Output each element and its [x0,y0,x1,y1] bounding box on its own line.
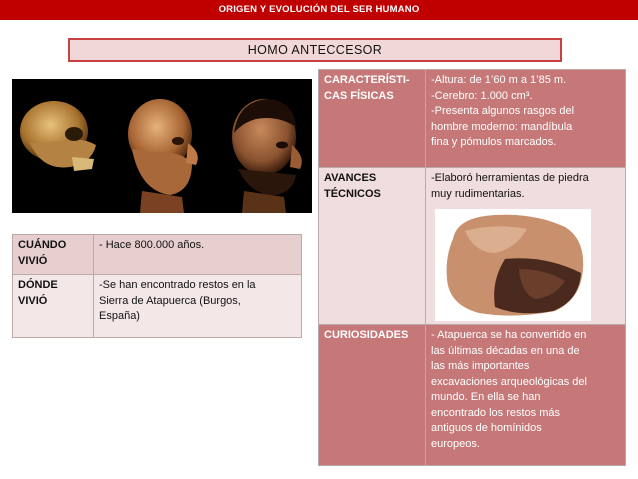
where-value [94,275,302,338]
curiosities-label: CURIOSIDADES [319,325,426,466]
curiosities-line: las más importantes [431,360,530,372]
curiosities-line: antiguos de homínidos [431,422,542,434]
where-label-line1: DÓNDE [18,279,58,291]
curiosities-line: excavaciones arqueológicas del [431,375,587,388]
physical-traits-label-line2: CAS FÍSICAS [324,89,394,102]
physical-traits-label [319,70,426,168]
table-row [319,168,626,325]
curiosities-line: encontrado los restos más [431,406,561,419]
characteristics-table [318,69,626,466]
table-row [319,325,626,466]
technical-advances-label-line1: AVANCES [324,172,377,184]
when-label-line1: CUÁNDO [18,239,67,251]
technical-advances-line: muy rudimentarias. [431,187,525,200]
curiosities-line: las últimas décadas en una de [431,344,580,357]
skull-reconstruction-image [12,79,312,213]
technical-advances-label-line2: TÉCNICOS [324,187,381,200]
curiosities-line: mundo. En ella se han [431,391,541,403]
when-value: - Hace 800.000 años. [94,235,302,275]
stone-tool-image [435,209,591,321]
when-label-line2: VIVIÓ [18,254,48,267]
where-label-line2: VIVIÓ [18,294,48,307]
table-row [13,275,302,338]
curiosities-value [426,325,626,466]
physical-traits-label-line1: CARACTERÍSTI- [324,74,410,86]
table-row [13,235,302,275]
physical-traits-value [426,70,626,168]
curiosities-line: - Atapuerca se ha convertido en [431,329,587,341]
when-label [13,235,94,275]
physical-traits-line: fina y pómulos marcados. [431,136,557,148]
physical-traits-line: hombre moderno: mandíbula [431,120,573,133]
curiosities-line: europeos. [431,437,480,450]
table-row [319,70,626,168]
species-title: HOMO ANTECCESOR [247,43,383,57]
when-where-table [12,234,302,338]
technical-advances-label [319,168,426,325]
physical-traits-line: -Cerebro: 1.000 cm³. [431,89,533,102]
physical-traits-line: -Altura: de 1’60 m a 1’85 m. [431,74,567,86]
physical-traits-line: -Presenta algunos rasgos del [431,105,575,117]
where-value-line: -Se han encontrado restos en la [99,279,256,291]
skull-faces-illustration [12,79,312,213]
page-header-bar [0,0,638,20]
where-label [13,275,94,338]
where-value-line: Sierra de Atapuerca (Burgos, [99,294,241,307]
technical-advances-line: -Elaboró herramientas de piedra [431,172,589,184]
page-header-title: ORIGEN Y EVOLUCIÓN DEL SER HUMANO [218,4,420,15]
technical-advances-value [426,168,626,325]
where-value-line: España) [99,310,140,322]
species-title-box [68,38,562,62]
